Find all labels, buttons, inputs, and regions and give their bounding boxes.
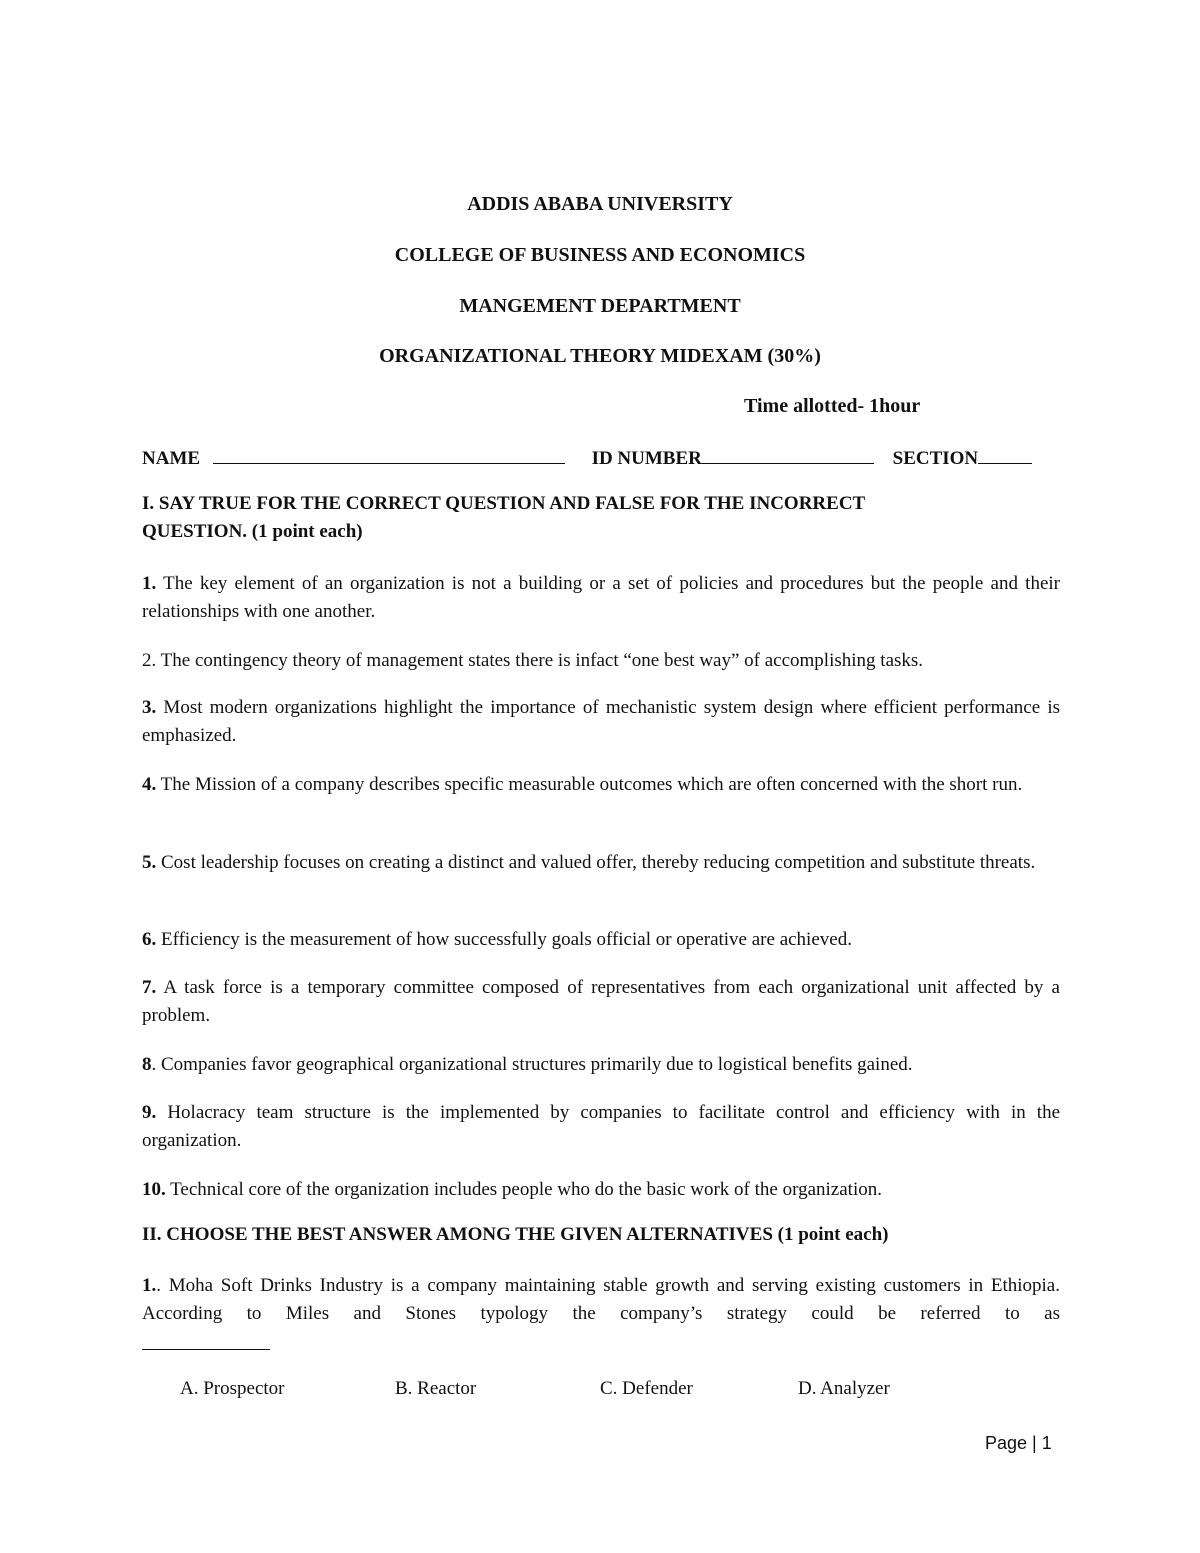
exam-title: ORGANIZATIONAL THEORY MIDEXAM (30%): [379, 345, 821, 367]
question-text: Most modern organizations highlight the importance of mechanistic system design where efficient performance is emphasized.: [142, 697, 1060, 746]
question-text: A task force is a temporary committee composed of representatives from each organizational unit affected by a problem.: [142, 977, 1060, 1026]
id-number-blank: [702, 445, 874, 464]
question-text: The key element of an organization is not a building or a set of policies and procedures but the people and their relationships with one another.: [142, 573, 1060, 622]
name-blank: [213, 445, 565, 464]
part2-instruction: II. CHOOSE THE BEST ANSWER AMONG THE GIVEN ALTERNATIVES (1 point each): [142, 1224, 889, 1245]
question-number: 5.: [142, 852, 157, 873]
question-text: . Moha Soft Drinks Industry is a company maintaining stable growth and serving existing customers in Ethiopia. According to Miles and Stones typology the company’s strategy could be referred to as: [142, 1275, 1060, 1324]
question-5: [142, 849, 1060, 877]
question-number: 2.: [142, 650, 157, 671]
question-number: 9.: [142, 1102, 157, 1123]
department-title: MANGEMENT DEPARTMENT: [459, 295, 741, 317]
question-9: [142, 1099, 1060, 1155]
option-b: B. Reactor: [395, 1378, 477, 1399]
question-6: [142, 926, 1060, 954]
question-number: 1.: [142, 573, 157, 594]
student-info-row: [142, 445, 1032, 470]
question-text: Technical core of the organization includes people who do the basic work of the organization.: [165, 1179, 882, 1200]
question-text: Efficiency is the measurement of how successfully goals official or operative are achieved.: [156, 929, 852, 950]
section-blank: [978, 445, 1032, 464]
id-number-label: ID NUMBER: [591, 448, 702, 469]
question-2: [142, 647, 1060, 675]
question-number: 4.: [142, 774, 157, 795]
question-3: [142, 694, 1060, 750]
question-number: 6.: [142, 929, 157, 950]
question-text: The Mission of a company describes specific measurable outcomes which are often concerned with the short run.: [156, 774, 1023, 795]
question-text: . Companies favor geographical organizational structures primarily due to logistical benefits gained.: [151, 1054, 913, 1075]
question-number: 3.: [142, 697, 157, 718]
question-number: 10.: [142, 1179, 166, 1200]
question-7: [142, 974, 1060, 1030]
question-1: [142, 570, 1060, 626]
question-number: 8: [142, 1054, 152, 1075]
question-8: [142, 1051, 1060, 1079]
part1-instruction-line1: I. SAY TRUE FOR THE CORRECT QUESTION AND FALSE FOR THE INCORRECT: [142, 493, 866, 514]
question-number: 1.: [142, 1275, 157, 1296]
college-title: COLLEGE OF BUSINESS AND ECONOMICS: [394, 244, 806, 266]
question-10: [142, 1176, 1060, 1204]
mcq-question-1: [142, 1272, 1060, 1328]
question-text: Cost leadership focuses on creating a distinct and valued offer, thereby reducing competition and substitute threats.: [156, 852, 1036, 873]
question-4: [142, 771, 1060, 799]
time-allotted: Time allotted- 1hour: [744, 395, 921, 417]
answer-blank: [142, 1349, 270, 1350]
question-number: 7.: [142, 977, 157, 998]
option-a: A. Prospector: [180, 1378, 285, 1399]
part1-instruction-line2: QUESTION. (1 point each): [142, 521, 363, 542]
page-number: Page | 1: [985, 1433, 1052, 1453]
name-label: NAME: [142, 448, 201, 469]
question-text: The contingency theory of management states there is infact “one best way” of accomplishing tasks.: [156, 650, 924, 671]
section-label: SECTION: [892, 448, 979, 469]
question-text: Holacracy team structure is the implemented by companies to facilitate control and efficiency with in the organization.: [142, 1102, 1060, 1151]
university-title: ADDIS ABABA UNIVERSITY: [467, 193, 733, 215]
option-c: C. Defender: [600, 1378, 693, 1399]
option-d: D. Analyzer: [798, 1378, 890, 1399]
